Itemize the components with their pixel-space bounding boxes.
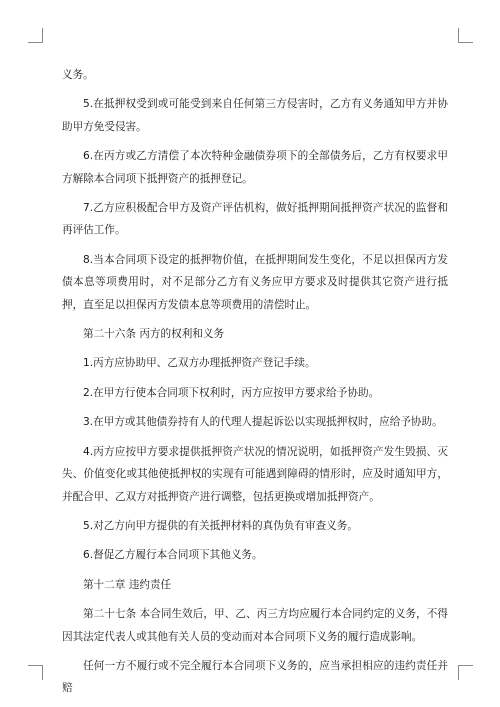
document-body — [62, 64, 448, 707]
paragraph-c-item-2: 2.在甲方行使本合同项下权利时，丙方应按甲方要求给予协助。 — [83, 386, 380, 399]
paragraph-continuation: 义务。 — [62, 69, 94, 81]
crop-mark-top-left — [28, 28, 43, 43]
paragraph-c-item-3: 3.在甲方或其他债券持有人的代理人提起诉讼以实现抵押权时，应给予协助。 — [83, 416, 443, 429]
crop-mark-bottom-right — [458, 665, 473, 680]
crop-mark-bottom-left — [28, 665, 43, 680]
paragraph-item-8: 8.当本合同项下设定的抵押物价值，在抵押期间发生变化，不足以担保丙方发债本息等项费用时，对不足部分乙方有义务应甲方要求及时提供其它资产进行抵押，直至足以担保丙方发债本息等项费用的清偿时止。 — [62, 253, 448, 311]
paragraph-item-7: 7.乙方应积极配合甲方及资产评估机构，做好抵押期间抵押资产状况的监督和再评估工作。 — [62, 202, 448, 237]
paragraph-item-5: 5.在抵押权受到或可能受到来自任何第三方侵害时，乙方有义务通知甲方并协助甲方免受侵害。 — [62, 98, 448, 133]
paragraph-c-item-6: 6.督促乙方履行本合同项下其他义务。 — [83, 549, 263, 562]
paragraph-breach: 任何一方不履行或不完全履行本合同项下义务的，应当承担相应的违约责任并赔 — [62, 659, 448, 695]
article-26-heading: 第二十六条 丙方的权利和义务 — [83, 328, 225, 341]
paragraph-c-item-5: 5.对乙方向甲方提供的有关抵押材料的真伪负有审查义务。 — [83, 519, 358, 532]
crop-mark-top-right — [458, 28, 473, 43]
chapter-12-heading: 第十二章 违约责任 — [83, 578, 172, 591]
paragraph-item-6: 6.在丙方或乙方清偿了本次特种金融债券项下的全部债务后，乙方有权要求甲方解除本合同项下抵押资产的抵押登记。 — [62, 150, 448, 185]
paragraph-c-item-1: 1.丙方应协助甲、乙双方办理抵押资产登记手续。 — [83, 357, 316, 370]
article-27: 第二十七条 本合同生效后，甲、乙、丙三方均应履行本合同约定的义务，不得因其法定代表人或其他有关人员的变动而对本合同项下义务的履行造成影响。 — [62, 608, 448, 643]
paragraph-c-item-4: 4.丙方应按甲方要求提供抵押资产状况的情况说明，如抵押资产发生毁损、灭失、价值变化或其他使抵押权的实现有可能遇到障碍的情形时，应及时通知甲方，并配合甲、乙双方对抵押资产进行调整，包括更换或增加抵押资产。 — [62, 445, 448, 503]
